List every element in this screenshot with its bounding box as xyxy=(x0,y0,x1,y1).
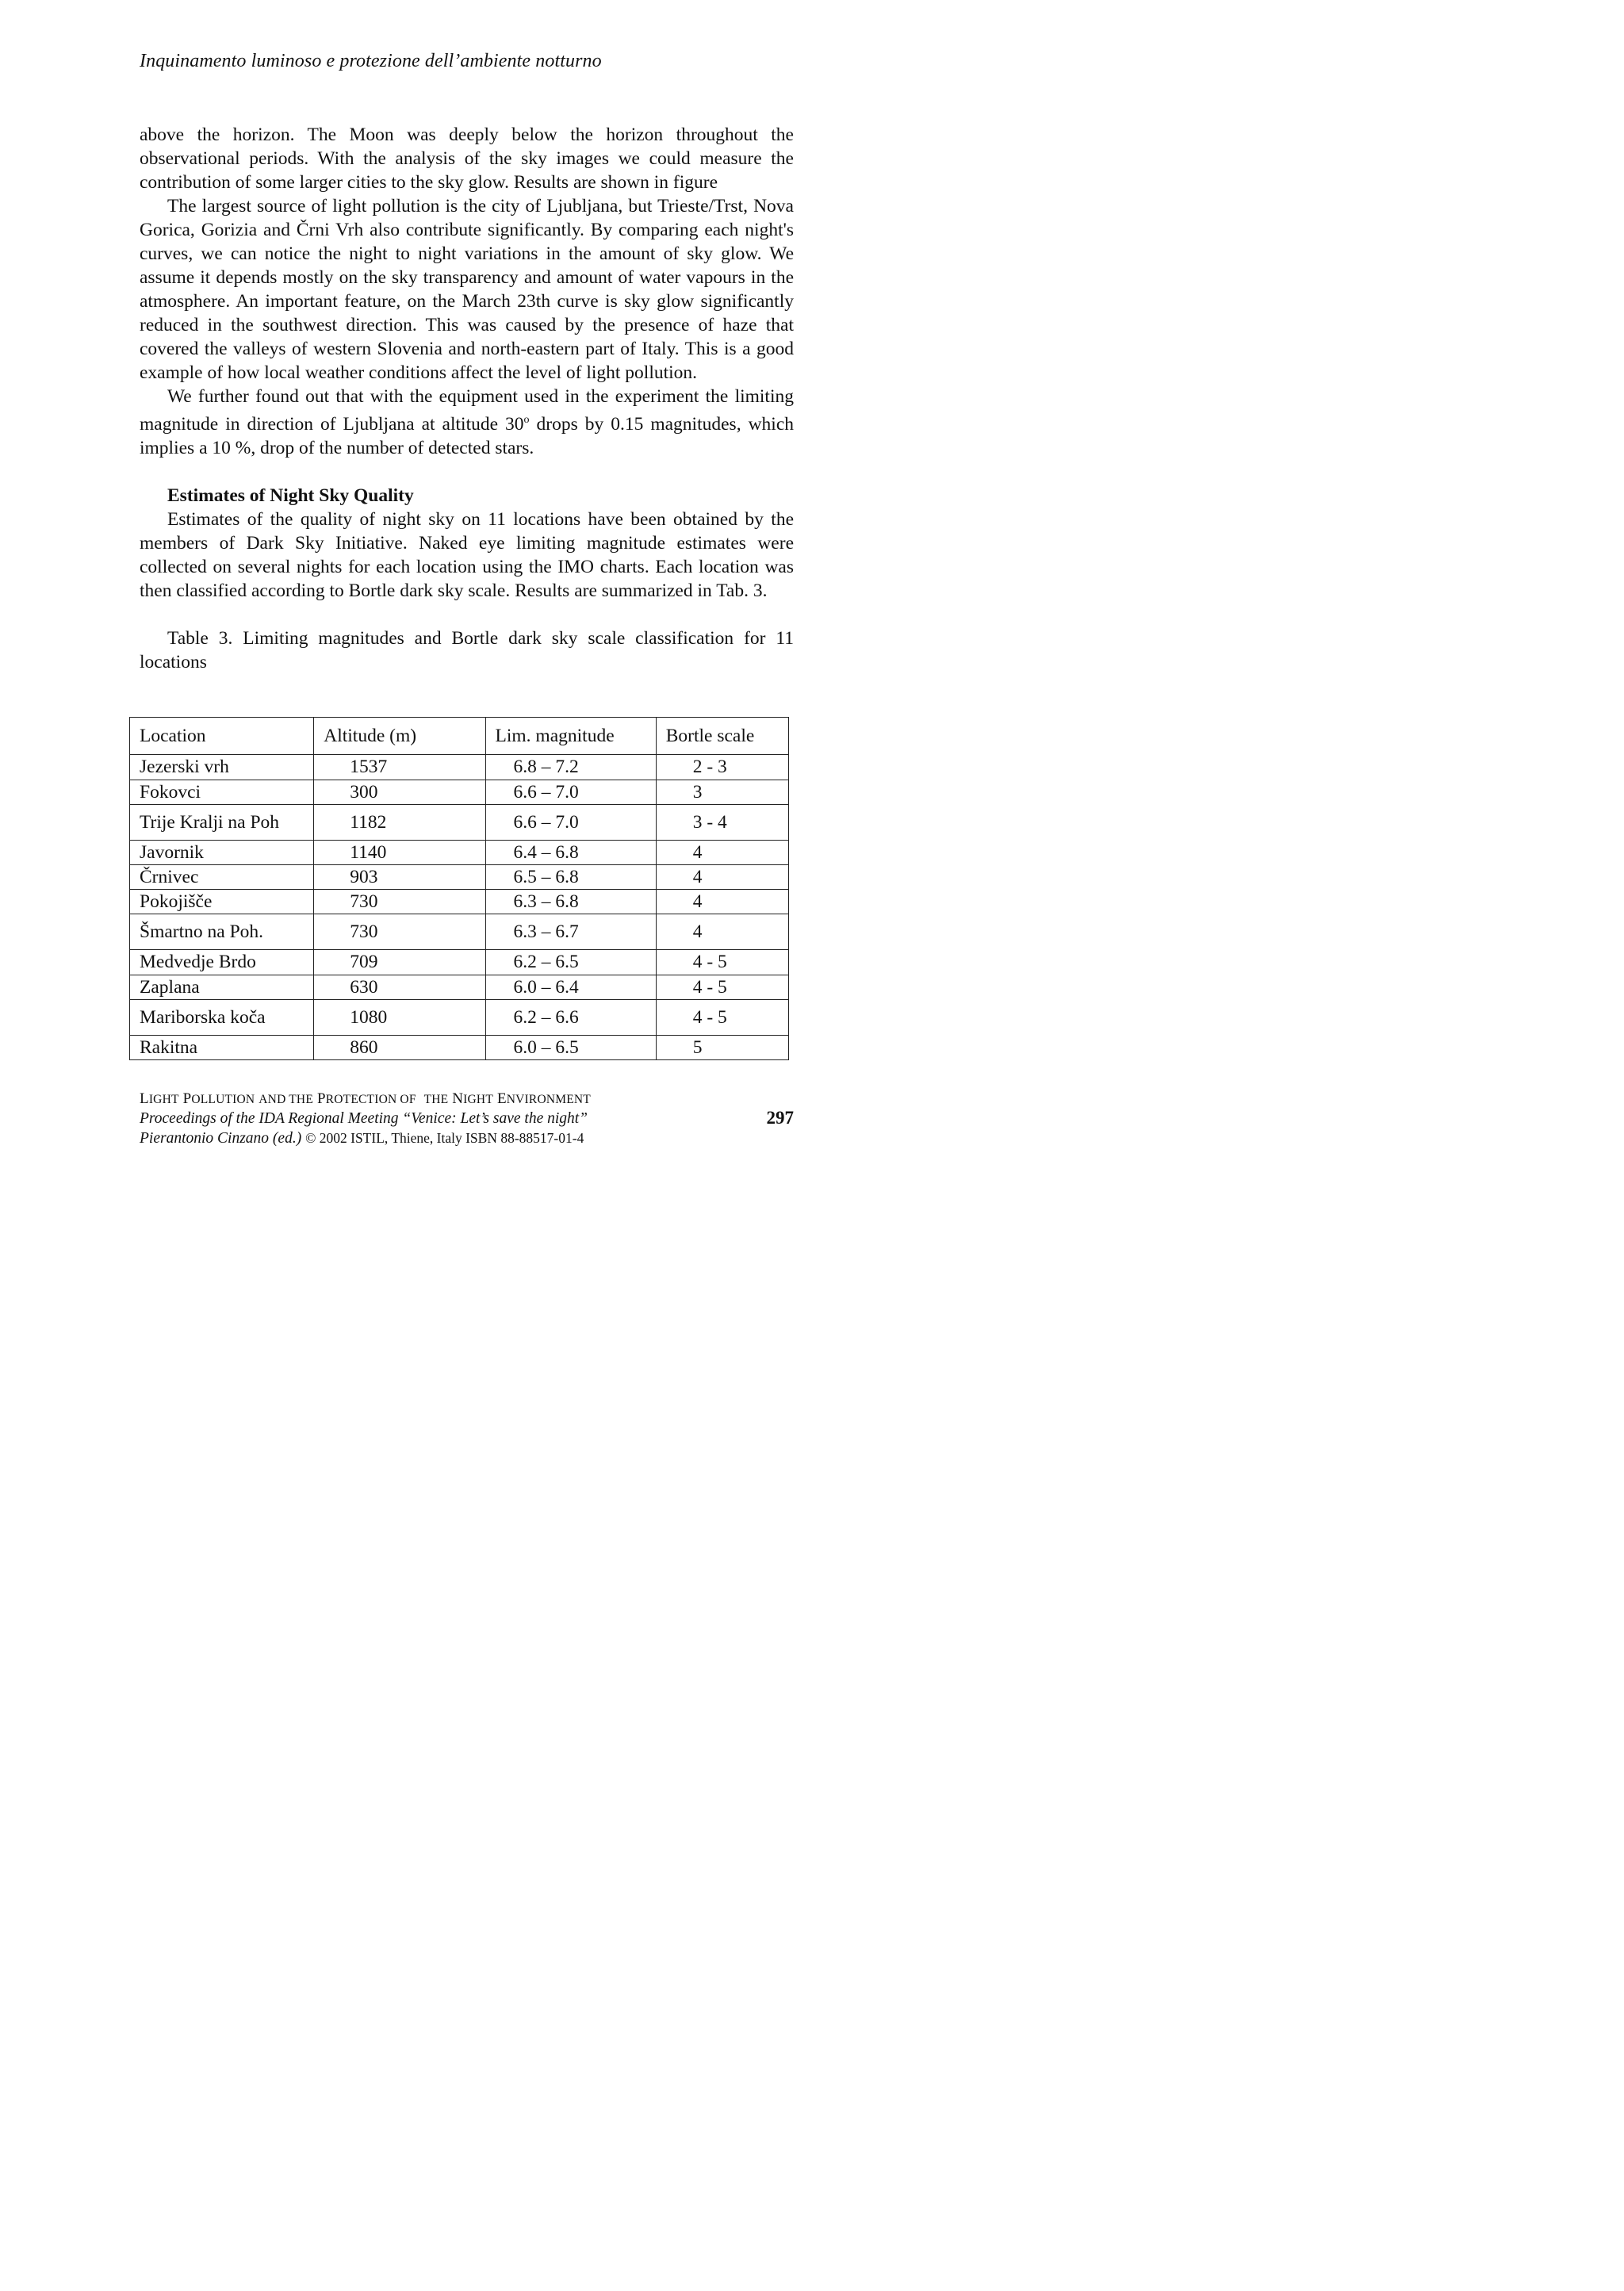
paragraph: The largest source of light pollution is the city of Ljubljana, but Trieste/Trst, Nova Gorica, Gorizia and Črni Vrh also contribute significantly. By comparing each night's curves, we can notice the night to night variations in the amount of sky glow. We assume it depends mostly on the sky transparency and amount of water vapours in the atmosphere. An important feature, on the March 23th curve is sky glow significantly reduced in the southwest direction. This was caused by the presence of haze that covered the valleys of western Slovenia and north-eastern part of Italy. This is a good example of how local weather conditions affect the level of light pollution. xyxy=(140,196,794,383)
cell-altitude: 1182 xyxy=(314,805,485,841)
table-row xyxy=(130,755,789,780)
cell-altitude: 730 xyxy=(314,890,485,914)
cell-bortle-scale: 5 xyxy=(656,1036,788,1060)
cell-lim-magnitude: 6.3 – 6.7 xyxy=(485,914,656,950)
cell-bortle-scale: 3 xyxy=(656,780,788,805)
cell-altitude: 630 xyxy=(314,975,485,1000)
limiting-magnitudes-table xyxy=(129,717,789,1060)
cell-bortle-scale: 3 - 4 xyxy=(656,805,788,841)
cell-lim-magnitude: 6.8 – 7.2 xyxy=(485,755,656,780)
cell-bortle-scale: 4 - 5 xyxy=(656,975,788,1000)
table-row xyxy=(130,950,789,975)
cell-location: Pokojišče xyxy=(130,890,314,914)
paragraph: Estimates of the quality of night sky on 11 locations have been obtained by the members of Dark Sky Initiative. Naked eye limiting magnitude estimates were collected on several nights for each location using the IMO charts. Each location was then classified according to Bortle dark sky scale. Results are summarized in Tab. 3. xyxy=(140,508,794,601)
table-row xyxy=(130,1036,789,1060)
cell-altitude: 730 xyxy=(314,914,485,950)
cell-lim-magnitude: 6.0 – 6.4 xyxy=(485,975,656,1000)
table-row xyxy=(130,841,789,865)
section-heading: Estimates of Night Sky Quality xyxy=(167,485,414,506)
cell-location: Trije Kralji na Poh xyxy=(130,805,314,841)
cell-lim-magnitude: 6.2 – 6.5 xyxy=(485,950,656,975)
cell-lim-magnitude: 6.4 – 6.8 xyxy=(485,841,656,865)
cell-bortle-scale: 2 - 3 xyxy=(656,755,788,780)
cell-altitude: 1537 xyxy=(314,755,485,780)
cell-altitude: 903 xyxy=(314,865,485,890)
paragraph-text: We further found out that with the equipment used in the experiment the limiting magnitude in direction of Ljubljana at altitude 30 xyxy=(140,386,794,435)
paragraph xyxy=(140,385,794,460)
cell-altitude: 1140 xyxy=(314,841,485,865)
cell-bortle-scale: 4 xyxy=(656,841,788,865)
cell-bortle-scale: 4 xyxy=(656,865,788,890)
editor-line xyxy=(140,1128,794,1148)
cell-altitude: 709 xyxy=(314,950,485,975)
cell-lim-magnitude: 6.0 – 6.5 xyxy=(485,1036,656,1060)
copyright: © 2002 ISTIL, Thiene, Italy ISBN 88-88517-01-4 xyxy=(305,1130,584,1146)
table-caption: Table 3. Limiting magnitudes and Bortle dark sky scale classification for 11 locations xyxy=(140,627,794,672)
cell-lim-magnitude: 6.6 – 7.0 xyxy=(485,805,656,841)
table-row xyxy=(130,914,789,950)
table-row xyxy=(130,780,789,805)
cell-altitude: 300 xyxy=(314,780,485,805)
column-header-bortle-scale: Bortle scale xyxy=(656,718,788,755)
cell-location: Zaplana xyxy=(130,975,314,1000)
cell-location: Medvedje Brdo xyxy=(130,950,314,975)
series-title: LIGHT POLLUTION AND THE PROTECTION OF THE NIGHT ENVIRONMENT xyxy=(140,1090,591,1107)
page-number: 297 xyxy=(766,1108,794,1128)
table-row xyxy=(130,975,789,1000)
body-text xyxy=(140,123,794,674)
column-header-lim-magnitude: Lim. magnitude xyxy=(485,718,656,755)
editor: Pierantonio Cinzano (ed.) xyxy=(140,1130,302,1147)
cell-lim-magnitude: 6.6 – 7.0 xyxy=(485,780,656,805)
cell-lim-magnitude: 6.2 – 6.6 xyxy=(485,1000,656,1036)
cell-location: Fokovci xyxy=(130,780,314,805)
cell-bortle-scale: 4 xyxy=(656,914,788,950)
table-row xyxy=(130,1000,789,1036)
table-row xyxy=(130,865,789,890)
cell-bortle-scale: 4 - 5 xyxy=(656,1000,788,1036)
cell-altitude: 860 xyxy=(314,1036,485,1060)
table-row xyxy=(130,890,789,914)
paragraph-text: drops by 0.15 magnitudes, which implies a 10 %, drop of the number of detected stars. xyxy=(140,413,794,458)
cell-location: Črnivec xyxy=(130,865,314,890)
cell-lim-magnitude: 6.3 – 6.8 xyxy=(485,890,656,914)
proceedings-line: Proceedings of the IDA Regional Meeting “Venice: Let’s save the night” xyxy=(140,1110,588,1127)
table-header-row xyxy=(130,718,789,755)
page-footer xyxy=(140,1090,794,1148)
column-header-altitude: Altitude (m) xyxy=(314,718,485,755)
cell-location: Jezerski vrh xyxy=(130,755,314,780)
cell-location: Šmartno na Poh. xyxy=(130,914,314,950)
degree-superscript: o xyxy=(523,414,530,426)
column-header-location: Location xyxy=(130,718,314,755)
running-head: Inquinamento luminoso e protezione dell’ambiente notturno xyxy=(140,51,602,71)
paragraph: above the horizon. The Moon was deeply below the horizon throughout the observational periods. With the analysis of the sky images we could measure the contribution of some larger cities to the sky glow. Results are shown in figure xyxy=(140,125,794,193)
cell-bortle-scale: 4 - 5 xyxy=(656,950,788,975)
cell-location: Mariborska koča xyxy=(130,1000,314,1036)
table-row xyxy=(130,805,789,841)
cell-location: Rakitna xyxy=(130,1036,314,1060)
cell-lim-magnitude: 6.5 – 6.8 xyxy=(485,865,656,890)
cell-bortle-scale: 4 xyxy=(656,890,788,914)
cell-location: Javornik xyxy=(130,841,314,865)
cell-altitude: 1080 xyxy=(314,1000,485,1036)
